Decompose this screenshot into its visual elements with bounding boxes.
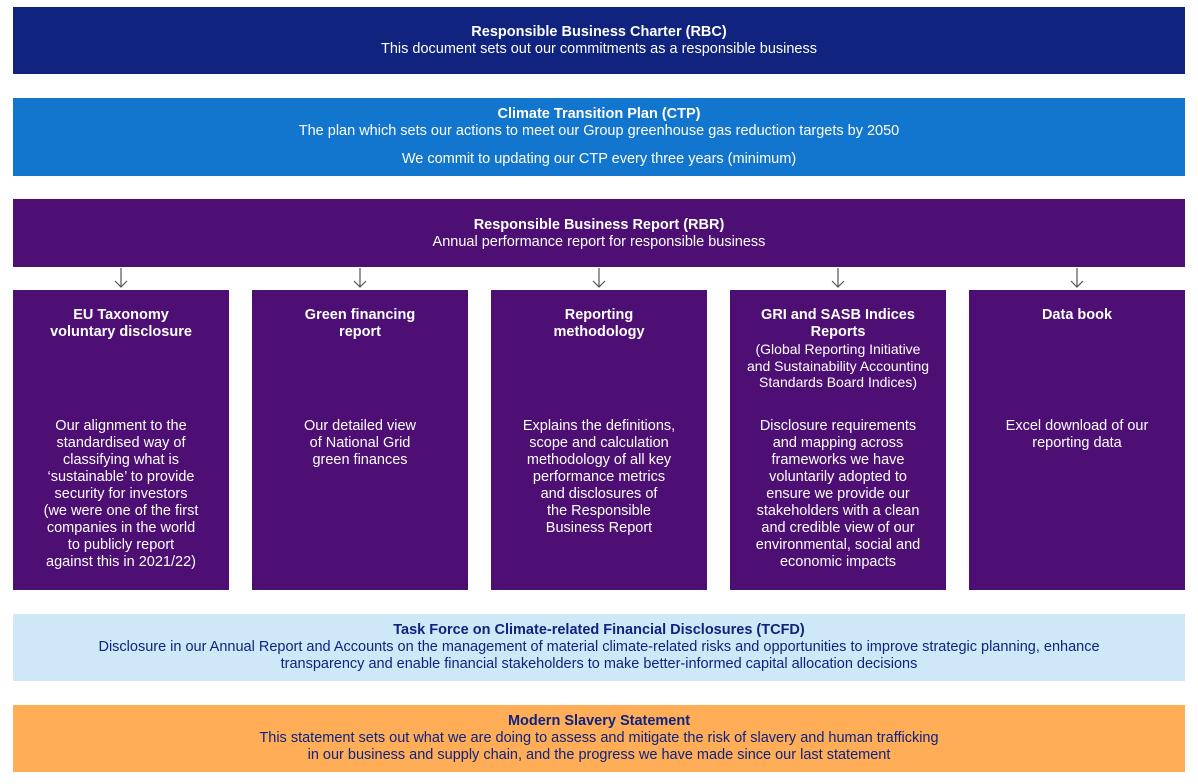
column-title: [491, 307, 707, 341]
body-line: and mapping across: [772, 435, 904, 451]
down-arrow-icon: [113, 267, 129, 289]
body-line: Explains the definitions,: [522, 418, 676, 434]
body-line: voluntarily adopted to: [769, 469, 907, 485]
title-line: Green financing: [304, 307, 416, 323]
modern-slavery-box: [13, 705, 1185, 772]
body-line: (we were one of the first: [43, 503, 199, 519]
body-line: and credible view of our: [761, 520, 915, 536]
green-financing-box: [252, 290, 468, 590]
body-line: companies in the world: [46, 520, 196, 536]
title-line: GRI and SASB Indices: [761, 307, 915, 323]
gri-sasb-box: [730, 290, 946, 590]
down-arrow-icon: [1069, 267, 1085, 289]
eu-taxonomy-box: [13, 290, 229, 590]
body-line: standardised way of: [56, 435, 186, 451]
rbc-title: Responsible Business Charter (RBC): [471, 24, 727, 40]
column-title: [252, 307, 468, 341]
ctp-title: Climate Transition Plan (CTP): [497, 106, 701, 122]
body-line: performance metrics: [532, 469, 666, 485]
column-title: [969, 307, 1185, 324]
tcfd-line-2: transparency and enable financial stakeholders to make better-informed capital allocation decisions: [280, 656, 918, 672]
body-line: economic impacts: [779, 554, 897, 570]
mss-line-2: in our business and supply chain, and the progress we have made since our last statement: [307, 747, 891, 763]
ctp-line-2: We commit to updating our CTP every three years (minimum): [401, 151, 797, 167]
body-line: of National Grid: [309, 435, 411, 451]
rbc-box: [13, 7, 1185, 74]
mss-title: Modern Slavery Statement: [507, 713, 691, 729]
column-body: [975, 418, 1179, 452]
body-line: and disclosures of: [540, 486, 658, 502]
body-line: frameworks we have: [771, 452, 905, 468]
down-arrow-icon: [830, 267, 846, 289]
title-line: Data book: [1041, 307, 1113, 323]
column-body: [497, 418, 701, 537]
body-line: classifying what is: [62, 452, 180, 468]
down-arrow-icon: [591, 267, 607, 289]
column-title: [13, 307, 229, 341]
ctp-box: [13, 98, 1185, 176]
title-line: EU Taxonomy: [73, 307, 169, 323]
column-body: [258, 418, 462, 469]
subtitle-line: (Global Reporting Initiative: [755, 341, 921, 357]
subtitle-line: and Sustainability Accounting: [746, 357, 930, 374]
reporting-methodology-box: [491, 290, 707, 590]
down-arrow-icon: [352, 267, 368, 289]
tcfd-line-1: Disclosure in our Annual Report and Accounts on the management of material climate-related risks and opportunities to improve strategic planning, enhance: [98, 639, 1100, 655]
body-line: security for investors: [54, 486, 188, 502]
body-line: green finances: [312, 452, 408, 468]
tcfd-box: [13, 614, 1185, 681]
column-body: [19, 418, 223, 571]
body-line: ensure we provide our: [766, 486, 910, 502]
body-line: the Responsible: [547, 503, 651, 519]
body-line: Our alignment to the: [55, 418, 187, 434]
body-line: stakeholders with a clean: [756, 503, 920, 519]
body-line: ‘sustainable’ to provide: [47, 469, 195, 485]
mss-line-1: This statement sets out what we are doing to assess and mitigate the risk of slavery and human trafficking: [259, 730, 939, 746]
body-line: reporting data: [1032, 435, 1122, 451]
body-line: Excel download of our: [1005, 418, 1149, 434]
subtitle-line: Standards Board Indices): [759, 374, 917, 390]
tcfd-title: Task Force on Climate-related Financial Disclosures (TCFD): [393, 622, 805, 638]
body-line: Business Report: [545, 520, 653, 536]
title-line: Reporting: [564, 307, 634, 323]
data-book-box: [969, 290, 1185, 590]
rbr-box: [13, 199, 1185, 267]
body-line: to publicly report: [67, 537, 175, 553]
body-line: environmental, social and: [755, 537, 921, 553]
body-line: Our detailed view: [303, 418, 417, 434]
body-line: Disclosure requirements: [759, 418, 917, 434]
column-body: [736, 418, 940, 571]
title-line: voluntary disclosure: [50, 324, 192, 340]
column-title: [730, 307, 946, 391]
title-line: Reports: [810, 324, 866, 340]
title-line: methodology: [553, 324, 645, 340]
body-line: methodology of all key: [526, 452, 672, 468]
body-line: scope and calculation: [529, 435, 669, 451]
rbr-title: Responsible Business Report (RBR): [473, 217, 725, 233]
body-line: against this in 2021/22): [46, 554, 196, 570]
rbr-subtitle: Annual performance report for responsible business: [432, 234, 766, 250]
rbc-subtitle: This document sets out our commitments as a responsible business: [380, 41, 817, 57]
ctp-line-1: The plan which sets our actions to meet our Group greenhouse gas reduction targets by 2050: [298, 123, 900, 139]
title-line: report: [339, 324, 381, 340]
